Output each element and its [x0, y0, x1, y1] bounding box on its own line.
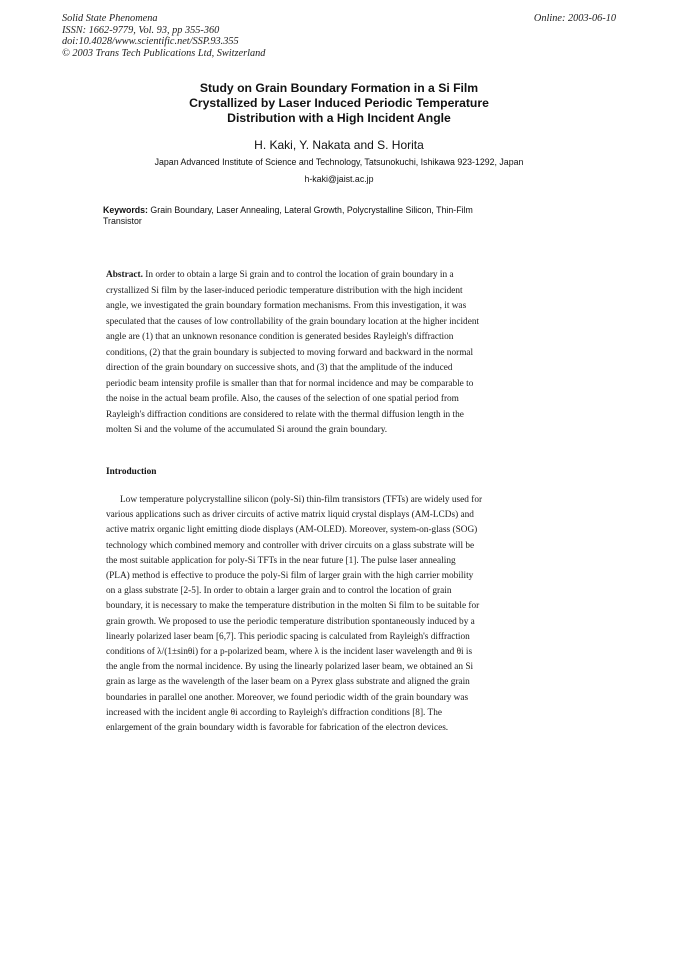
abstract-line: the noise in the actual beam profile. Also, the causes of the selection of one spatial period from: [106, 394, 459, 404]
title-line: Crystallized by Laser Induced Periodic Temperature: [189, 95, 489, 110]
abstract-first-line: In order to obtain a large Si grain and to control the location of grain boundary in a: [142, 270, 454, 280]
affiliation: Japan Advanced Institute of Science and Technology, Tatsunokuchi, Ishikawa 923-1292, Japan: [154, 157, 524, 167]
keywords-block: [103, 205, 543, 227]
intro-line: active matrix organic light emitting diode displays (AM-OLED). Moreover, system-on-glass (SOG): [106, 525, 478, 536]
abstract-line: angle, we investigated the grain boundary formation mechanisms. From this investigation, it was: [106, 301, 467, 311]
intro-line: boundaries in parallel one another. Moreover, we found periodic width of the grain boundary was: [106, 692, 469, 703]
abstract-line: Rayleigh's diffraction conditions are considered to relate with the thermal diffusion length in the: [106, 409, 464, 420]
intro-line: various applications such as driver circuits of active matrix liquid crystal displays (AM-LCDs) and: [106, 510, 474, 521]
abstract-block: [106, 268, 550, 439]
intro-line: (PLA) method is effective to produce the poly-Si film of larger grain with the high carrier mobility: [106, 571, 474, 582]
doi-line: doi:10.4028/www.scientific.net/SSP.93.355: [62, 36, 239, 48]
issn-line: ISSN: 1662-9779, Vol. 93, pp 355-360: [62, 24, 220, 36]
intro-line: enlargement of the grain boundary width is favorable for fabrication of the electron devices.: [106, 723, 449, 734]
abstract-line: periodic beam intensity profile is smaller than that for normal incidence and may be comparable to: [106, 378, 474, 389]
intro-line: the most suitable application for poly-Si TFTs in the near future [1]. The pulse laser annealing: [106, 555, 456, 566]
intro-line: Low temperature polycrystalline silicon (poly-Si) thin-film transistors (TFTs) are widely used for: [120, 495, 483, 505]
journal-name: Solid State Phenomena: [62, 13, 158, 24]
intro-line: technology which combined memory and controller with driver circuits on a glass substrate will be: [106, 540, 475, 551]
paper-title: [90, 81, 588, 125]
introduction-body: [106, 493, 550, 736]
keywords-line: Transistor: [103, 216, 142, 227]
keywords-line: [103, 205, 543, 216]
keywords-label: Keywords:: [103, 205, 148, 215]
intro-line: grain as large as the wavelength of the laser beam on a Pyrex glass substrate and aligned the grain: [106, 677, 470, 688]
journal-header: [62, 13, 462, 59]
abstract-line: speculated that the causes of low controllability of the grain boundary location at the higher incident: [106, 316, 480, 327]
section-heading-introduction: Introduction: [106, 467, 157, 477]
title-line: Distribution with a High Incident Angle: [227, 110, 451, 125]
online-date: Online: 2003-06-10: [533, 13, 616, 24]
abstract-line: molten Si and the volume of the accumulated Si around the grain boundary.: [106, 425, 388, 435]
abstract-line: direction of the grain boundary on successive shots, and (3) that the amplitude of the induced: [106, 363, 453, 373]
author-email: h-kaki@jaist.ac.jp: [304, 174, 374, 184]
abstract-line: conditions, (2) that the grain boundary is subjected to moving forward and backward in the normal: [106, 347, 474, 358]
keywords-text: Grain Boundary, Laser Annealing, Lateral Growth, Polycrystalline Silicon, Thin-Film: [147, 205, 473, 215]
intro-line: grain growth. We proposed to use the periodic temperature distribution spontaneously induced by a: [106, 616, 475, 627]
intro-line: on a glass substrate [2-5]. In order to obtain a larger grain and to control the location of grain: [106, 586, 452, 597]
intro-line: the angle from the normal incidence. By using the linearly polarized laser beam, we obtained an Si: [106, 662, 474, 673]
abstract-label: Abstract.: [106, 270, 143, 280]
intro-line: increased with the incident angle θi according to Rayleigh's diffraction conditions [8]. The: [106, 707, 442, 718]
intro-line: boundary, it is necessary to make the temperature distribution in the molten Si film to be suitable for: [106, 601, 480, 612]
abstract-line: angle are (1) that an unknown resonance condition is generated besides Rayleigh's diffraction: [106, 332, 454, 342]
abstract-line: [106, 268, 550, 284]
intro-line: linearly polarized laser beam [6,7]. This periodic spacing is calculated from Rayleigh's diffraction: [106, 631, 470, 642]
intro-line: conditions of λ/(1±sinθi) for a p-polarized beam, where λ is the incident laser wavelength and θi is: [106, 647, 473, 658]
title-line: Study on Grain Boundary Formation in a Si Film: [199, 81, 479, 95]
authors: H. Kaki, Y. Nakata and S. Horita: [254, 138, 424, 152]
copyright-line: © 2003 Trans Tech Publications Ltd, Switzerland: [62, 47, 266, 59]
abstract-line: crystallized Si film by the laser-induced periodic temperature distribution with the high incident: [106, 285, 463, 296]
